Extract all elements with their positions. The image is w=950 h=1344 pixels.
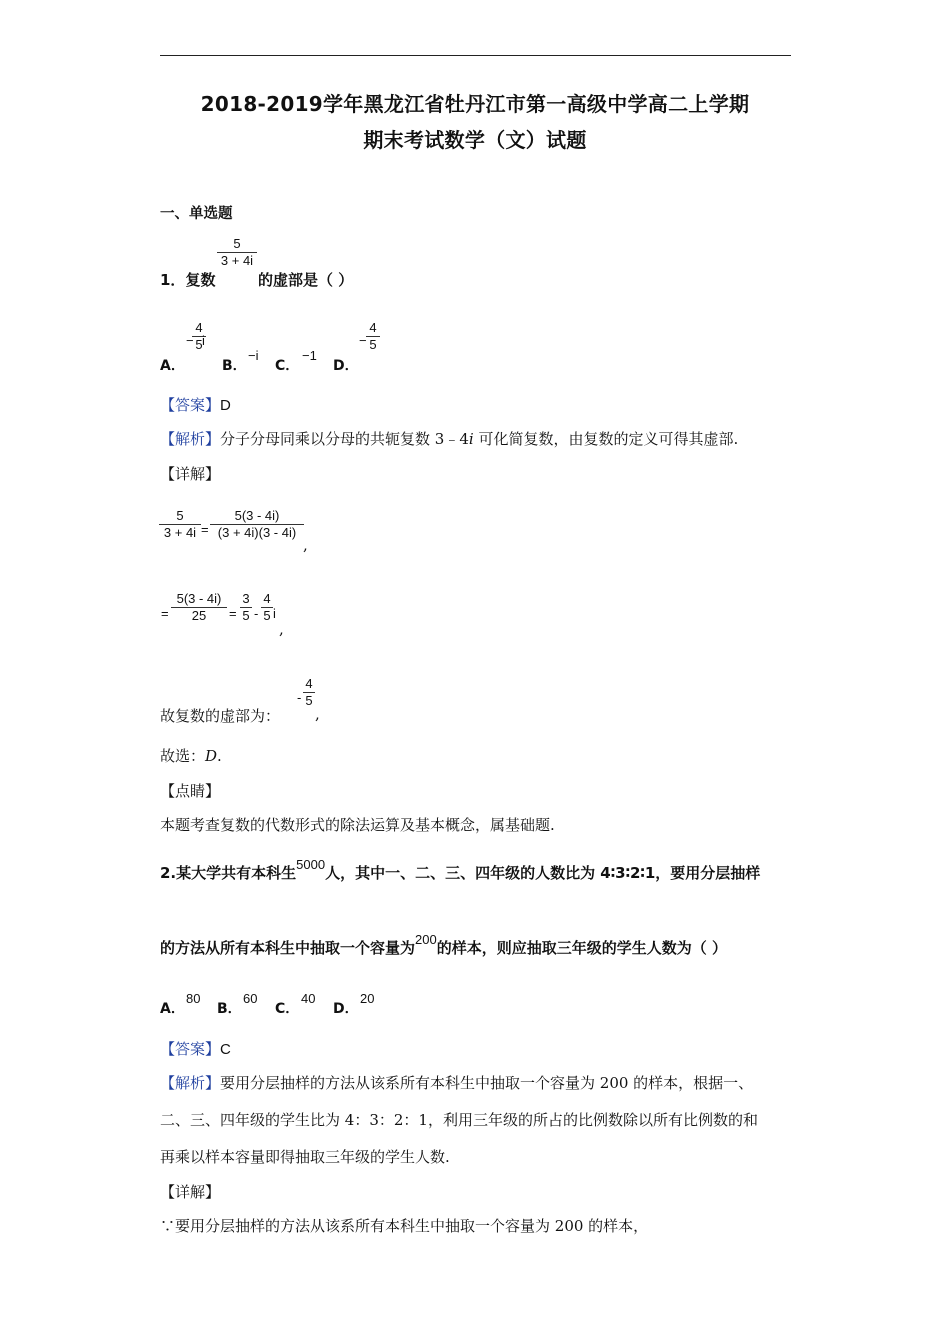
q1-choose-dot: . bbox=[217, 747, 222, 765]
q1-option-b-label: B． bbox=[222, 358, 247, 374]
q1-option-a-den: 5 bbox=[195, 337, 203, 353]
q2-stem-line1 bbox=[160, 857, 761, 883]
q2-option-d-label: D． bbox=[333, 1001, 359, 1017]
q1-imag-text: 故复数的虚部为： bbox=[160, 707, 281, 725]
q2-line1-after: 人，其中一、二、三、四年级的人数比为 4∶3∶2∶1，要用分层抽样 bbox=[325, 864, 761, 882]
q2-line2-number: 200 bbox=[415, 932, 437, 947]
document-title-line1: 2018-2019学年黑龙江省牡丹江市第一高级中学高二上学期 bbox=[200, 92, 750, 116]
q1-step2-equals: = bbox=[161, 606, 169, 621]
q1-analysis-tag: 【解析】 bbox=[160, 430, 221, 448]
q1-step2-a-fraction bbox=[171, 591, 227, 625]
header-rule bbox=[160, 55, 791, 56]
q1-step1-left-num: 5 bbox=[159, 508, 201, 525]
q1-option-d-minus: − bbox=[359, 333, 367, 348]
q1-answer-value: D bbox=[220, 397, 231, 414]
q1-imag-num: 4 bbox=[303, 676, 315, 693]
q2-line2-after: 的样本，则应抽取三年级的学生人数为（ ） bbox=[436, 939, 727, 957]
q1-imag-den: 5 bbox=[305, 693, 313, 709]
q2-option-c-value: 40 bbox=[301, 991, 316, 1006]
q2-answer-line bbox=[160, 1038, 231, 1059]
q1-step2-a-den: 25 bbox=[191, 608, 207, 624]
q2-option-a-label: A． bbox=[160, 1001, 185, 1017]
q1-imag-minus: - bbox=[297, 690, 302, 705]
section-title: 一、单选题 bbox=[160, 206, 233, 222]
q1-choose-line bbox=[160, 745, 222, 766]
q1-step2-c-den: 5 bbox=[263, 608, 271, 624]
q1-stem-after: 的虚部是（ ） bbox=[258, 271, 354, 289]
q1-option-a-label: A． bbox=[160, 358, 185, 374]
q1-stem bbox=[160, 269, 215, 290]
q1-option-d-num: 4 bbox=[366, 320, 380, 337]
q1-analysis-before: 分子分母同乘以分母的共轭复数 3﹣4 bbox=[220, 430, 469, 448]
q1-option-a-num: 4 bbox=[192, 320, 206, 337]
q1-answer-tag: 【答案】 bbox=[160, 396, 221, 414]
q1-step1-left-den: 3 + 4i bbox=[163, 525, 197, 541]
q1-step2-comma: , bbox=[279, 620, 284, 638]
q2-option-b-value: 60 bbox=[243, 991, 258, 1006]
q1-option-d-fraction bbox=[366, 320, 380, 354]
q1-step2-suffix: i bbox=[273, 606, 276, 621]
q1-option-b-value: −i bbox=[248, 348, 259, 363]
q1-choose-text: 故选： bbox=[160, 747, 206, 765]
q1-step2-c-num: 4 bbox=[261, 591, 273, 608]
q2-analysis-tag: 【解析】 bbox=[160, 1074, 221, 1092]
q1-option-a-minus: − bbox=[186, 333, 194, 348]
q1-analysis-after: 可化简复数，由复数的定义可得其虚部. bbox=[473, 430, 739, 448]
q2-number: 2. bbox=[160, 864, 177, 882]
q1-step2-b-num: 3 bbox=[240, 591, 252, 608]
q2-answer-value: C bbox=[220, 1041, 231, 1058]
q1-option-a-suffix: i bbox=[202, 333, 205, 348]
q2-analysis-text1: 要用分层抽样的方法从该系所有本科生中抽取一个容量为 200 的样本，根据一、 bbox=[220, 1074, 754, 1092]
document-title-line2: 期末考试数学（文）试题 bbox=[363, 128, 587, 152]
q1-stem-frac-den: 3 + 4i bbox=[220, 253, 254, 269]
q1-option-d-den: 5 bbox=[369, 337, 377, 353]
q2-analysis-line1 bbox=[160, 1072, 753, 1093]
q2-option-b-label: B． bbox=[217, 1001, 242, 1017]
q2-line2-before: 的方法从所有本科生中抽取一个容量为 bbox=[160, 939, 416, 957]
q1-option-c-value: −1 bbox=[302, 348, 317, 363]
q1-stem-frac-num: 5 bbox=[217, 236, 257, 253]
q1-step2-a-num: 5(3 - 4i) bbox=[171, 591, 227, 608]
q1-step1-right-den: (3 + 4i)(3 - 4i) bbox=[217, 525, 297, 541]
q2-option-d-value: 20 bbox=[360, 991, 375, 1006]
q2-option-c-label: C． bbox=[275, 1001, 300, 1017]
q1-imag-fraction bbox=[303, 676, 315, 710]
q1-comment-tag: 【点睛】 bbox=[160, 782, 221, 800]
q1-option-d-label: D． bbox=[333, 358, 359, 374]
q1-step2-c-fraction bbox=[261, 591, 273, 625]
q2-line1-before: 某大学共有本科生 bbox=[176, 864, 297, 882]
q1-choose-value: D bbox=[205, 747, 218, 765]
q2-analysis-line3: 再乘以样本容量即得抽取三年级的学生人数. bbox=[160, 1148, 450, 1166]
q1-step1-equals: = bbox=[201, 522, 209, 537]
q1-analysis-line bbox=[160, 428, 738, 449]
q1-step2-b-fraction bbox=[240, 591, 252, 625]
q1-option-c-label: C． bbox=[275, 358, 300, 374]
q1-analysis-i: i bbox=[468, 430, 474, 448]
q1-answer-line bbox=[160, 394, 231, 415]
q1-step2-b-den: 5 bbox=[242, 608, 250, 624]
q2-line1-number: 5000 bbox=[296, 857, 326, 872]
q1-step1-right-fraction bbox=[210, 508, 304, 542]
q1-number: 1． bbox=[160, 271, 186, 289]
q1-comment: 本题考查复数的代数形式的除法运算及基本概念，属基础题. bbox=[160, 816, 555, 834]
q2-answer-tag: 【答案】 bbox=[160, 1040, 221, 1058]
q1-step1-comma: , bbox=[303, 536, 308, 554]
q1-stem-before: 复数 bbox=[185, 271, 216, 289]
q1-step2-minus: - bbox=[254, 606, 259, 621]
q1-step1-right-num: 5(3 - 4i) bbox=[210, 508, 304, 525]
q1-step2-equals2: = bbox=[229, 606, 237, 621]
q1-stem-fraction bbox=[217, 236, 257, 270]
q2-option-a-value: 80 bbox=[186, 991, 201, 1006]
q1-imag-comma: , bbox=[315, 705, 320, 723]
q2-stem-line2 bbox=[160, 932, 727, 958]
q2-detail-tag: 【详解】 bbox=[160, 1183, 221, 1201]
q1-detail-tag: 【详解】 bbox=[160, 465, 221, 483]
q1-step1-left-fraction bbox=[159, 508, 201, 542]
q2-detail-line1: ∵要用分层抽样的方法从该系所有本科生中抽取一个容量为 200 的样本， bbox=[160, 1217, 649, 1235]
q2-analysis-line2: 二、三、四年级的学生比为 4：3：2：1，利用三年级的所占的比例数除以所有比例数的和 bbox=[160, 1111, 758, 1129]
